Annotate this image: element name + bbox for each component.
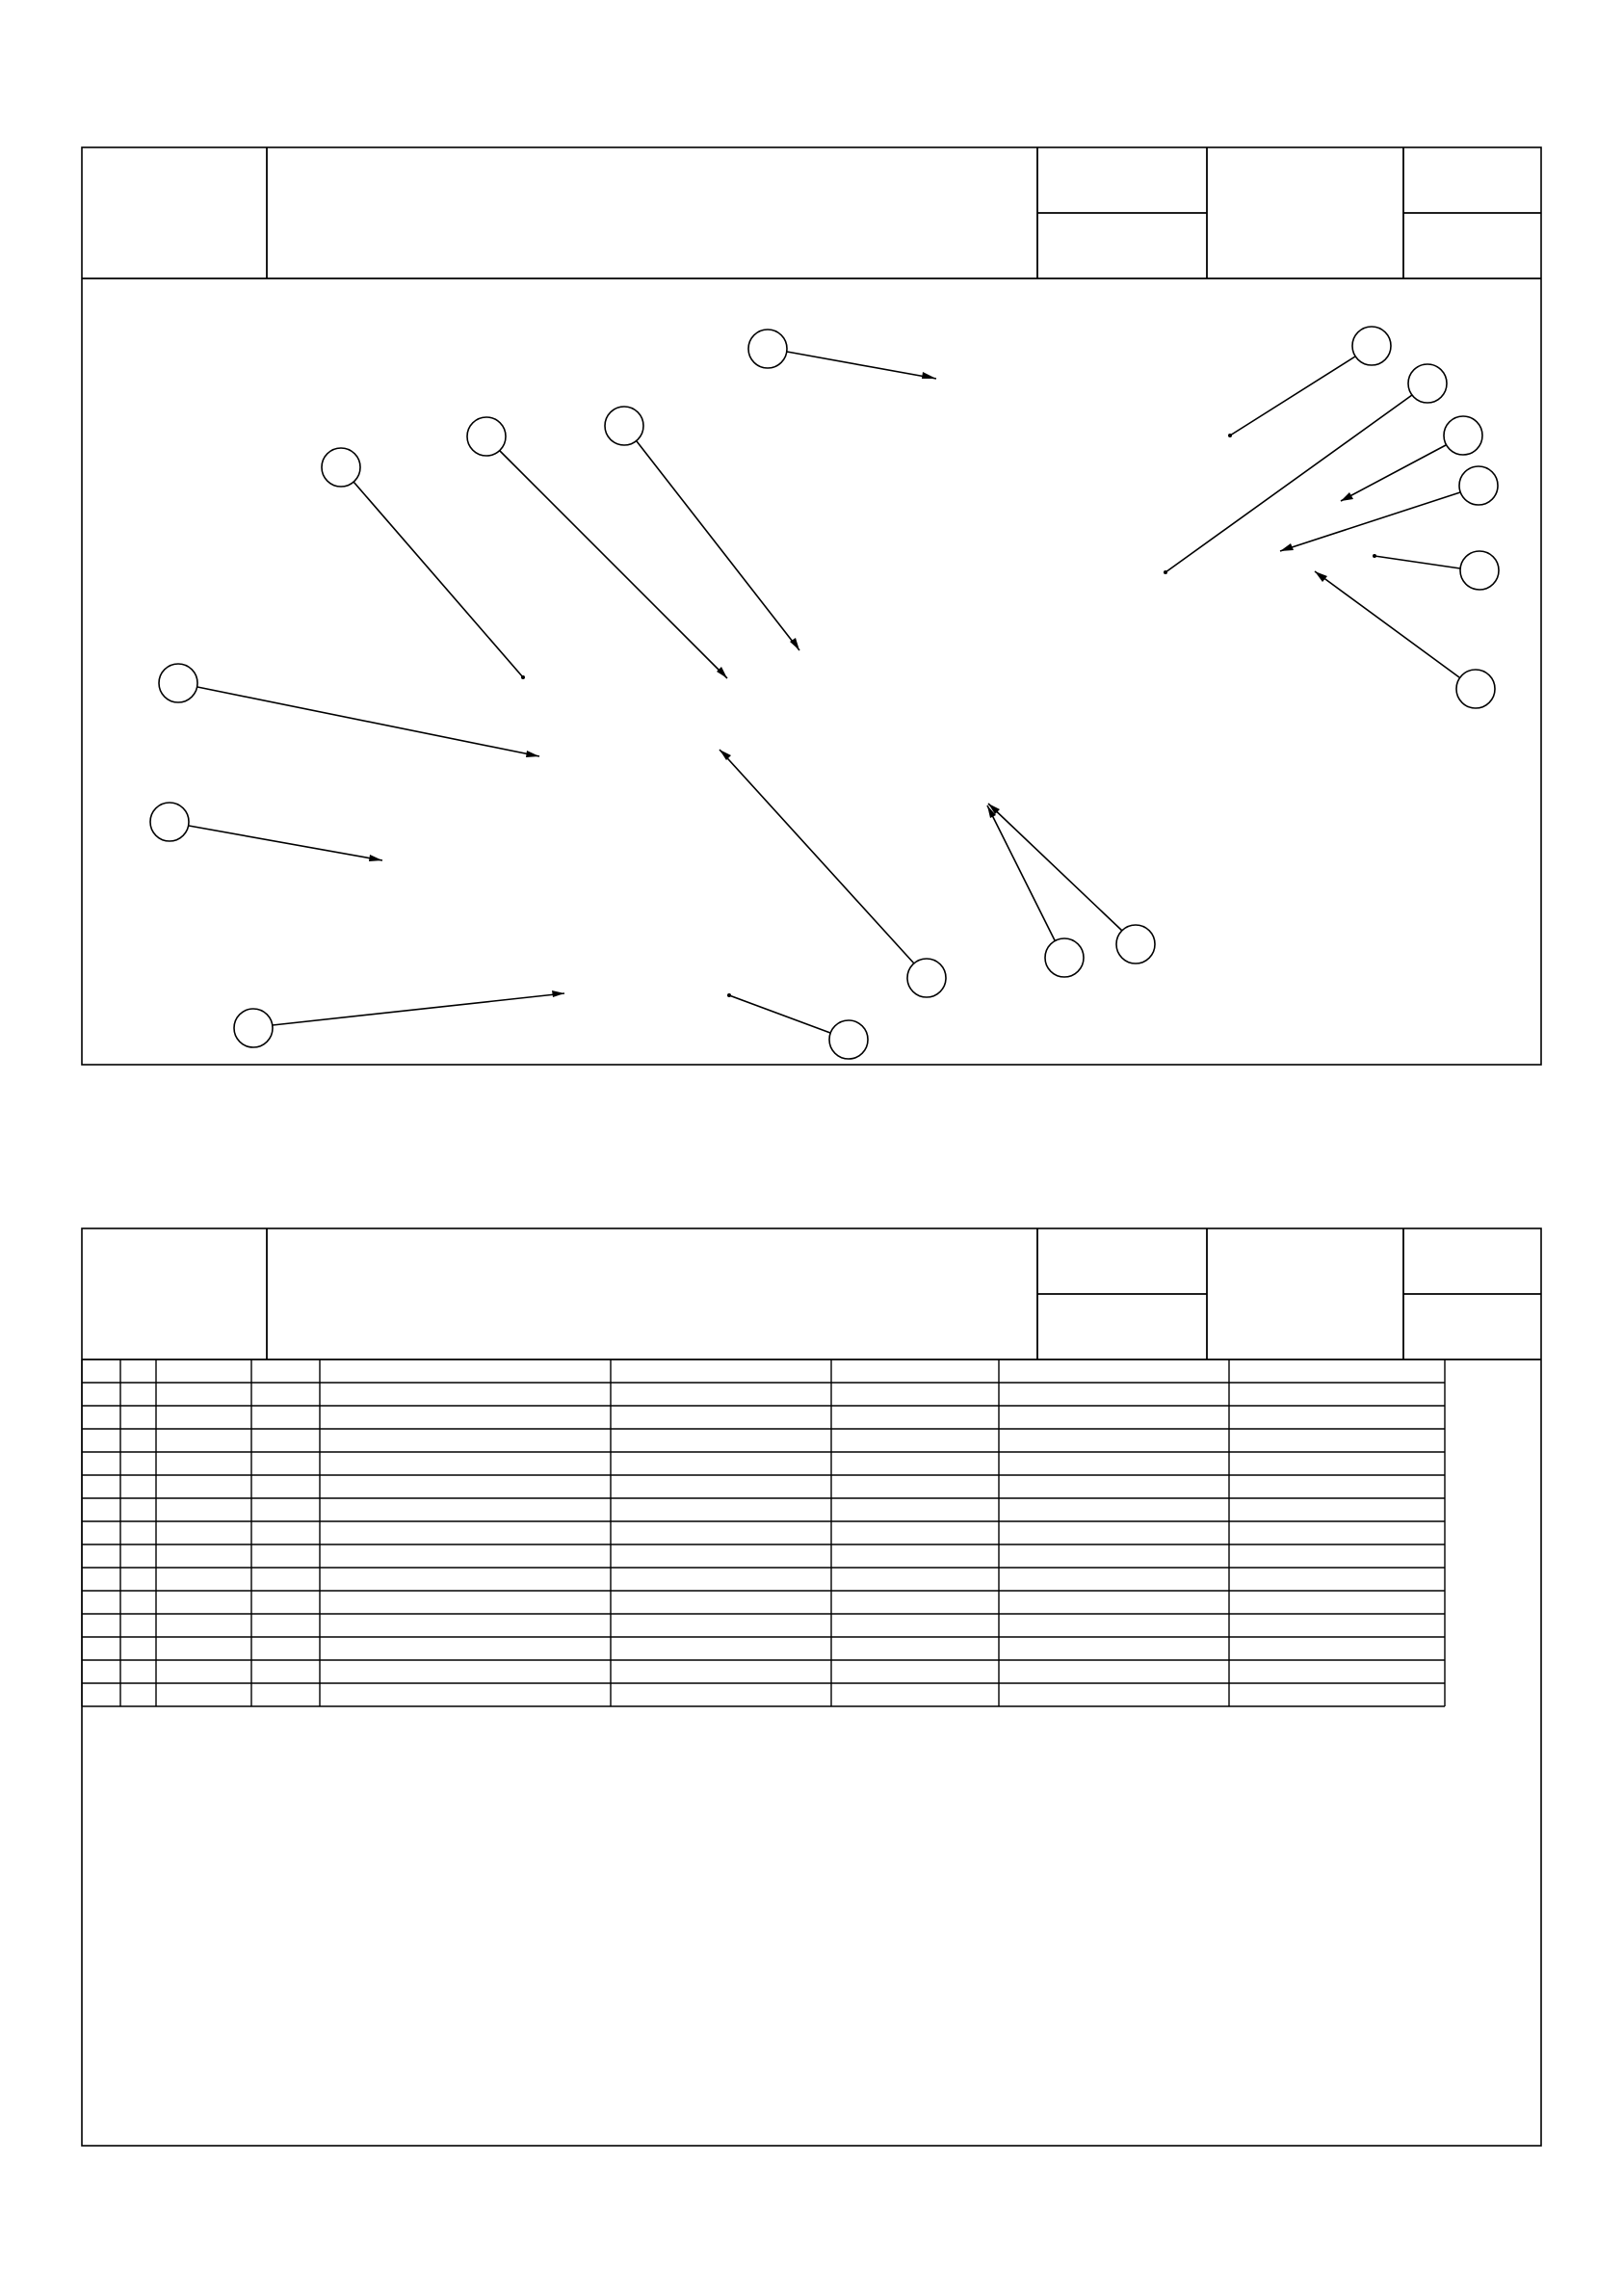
arrowhead-icon <box>720 750 731 760</box>
parts-table <box>82 1359 1445 1706</box>
balloon <box>234 990 564 1047</box>
balloon <box>1373 551 1499 590</box>
sheet-border <box>82 1228 1541 2146</box>
leader-dot-icon <box>521 675 525 679</box>
arrowhead-icon <box>1315 571 1327 582</box>
balloon <box>1280 466 1498 551</box>
balloon <box>1341 416 1482 501</box>
leader-dot-icon <box>727 993 731 997</box>
balloon <box>720 750 946 997</box>
exploded-view-sheet <box>82 147 1541 1065</box>
balloon <box>467 417 727 678</box>
arrowhead-icon <box>1280 543 1294 551</box>
balloon <box>727 993 868 1059</box>
title-block <box>82 147 1541 278</box>
balloon <box>605 407 799 650</box>
arrowhead-icon <box>369 855 382 861</box>
balloon <box>987 805 1084 977</box>
balloon <box>1228 327 1391 437</box>
arrowhead-icon <box>552 990 564 997</box>
balloon <box>150 803 382 861</box>
arrowhead-icon <box>922 372 936 379</box>
leader-dot-icon <box>1228 434 1232 437</box>
balloon <box>748 330 936 379</box>
balloon <box>322 448 525 679</box>
arrowhead-icon <box>1341 492 1353 501</box>
arrowhead-icon <box>526 751 539 757</box>
balloon <box>1315 571 1495 708</box>
title-block <box>82 1228 1541 1359</box>
leader-dot-icon <box>1164 570 1167 574</box>
parts-list-sheet <box>82 1228 1541 2146</box>
balloon <box>159 664 539 757</box>
leader-dot-icon <box>1373 554 1376 558</box>
sheet-border <box>82 147 1541 1065</box>
